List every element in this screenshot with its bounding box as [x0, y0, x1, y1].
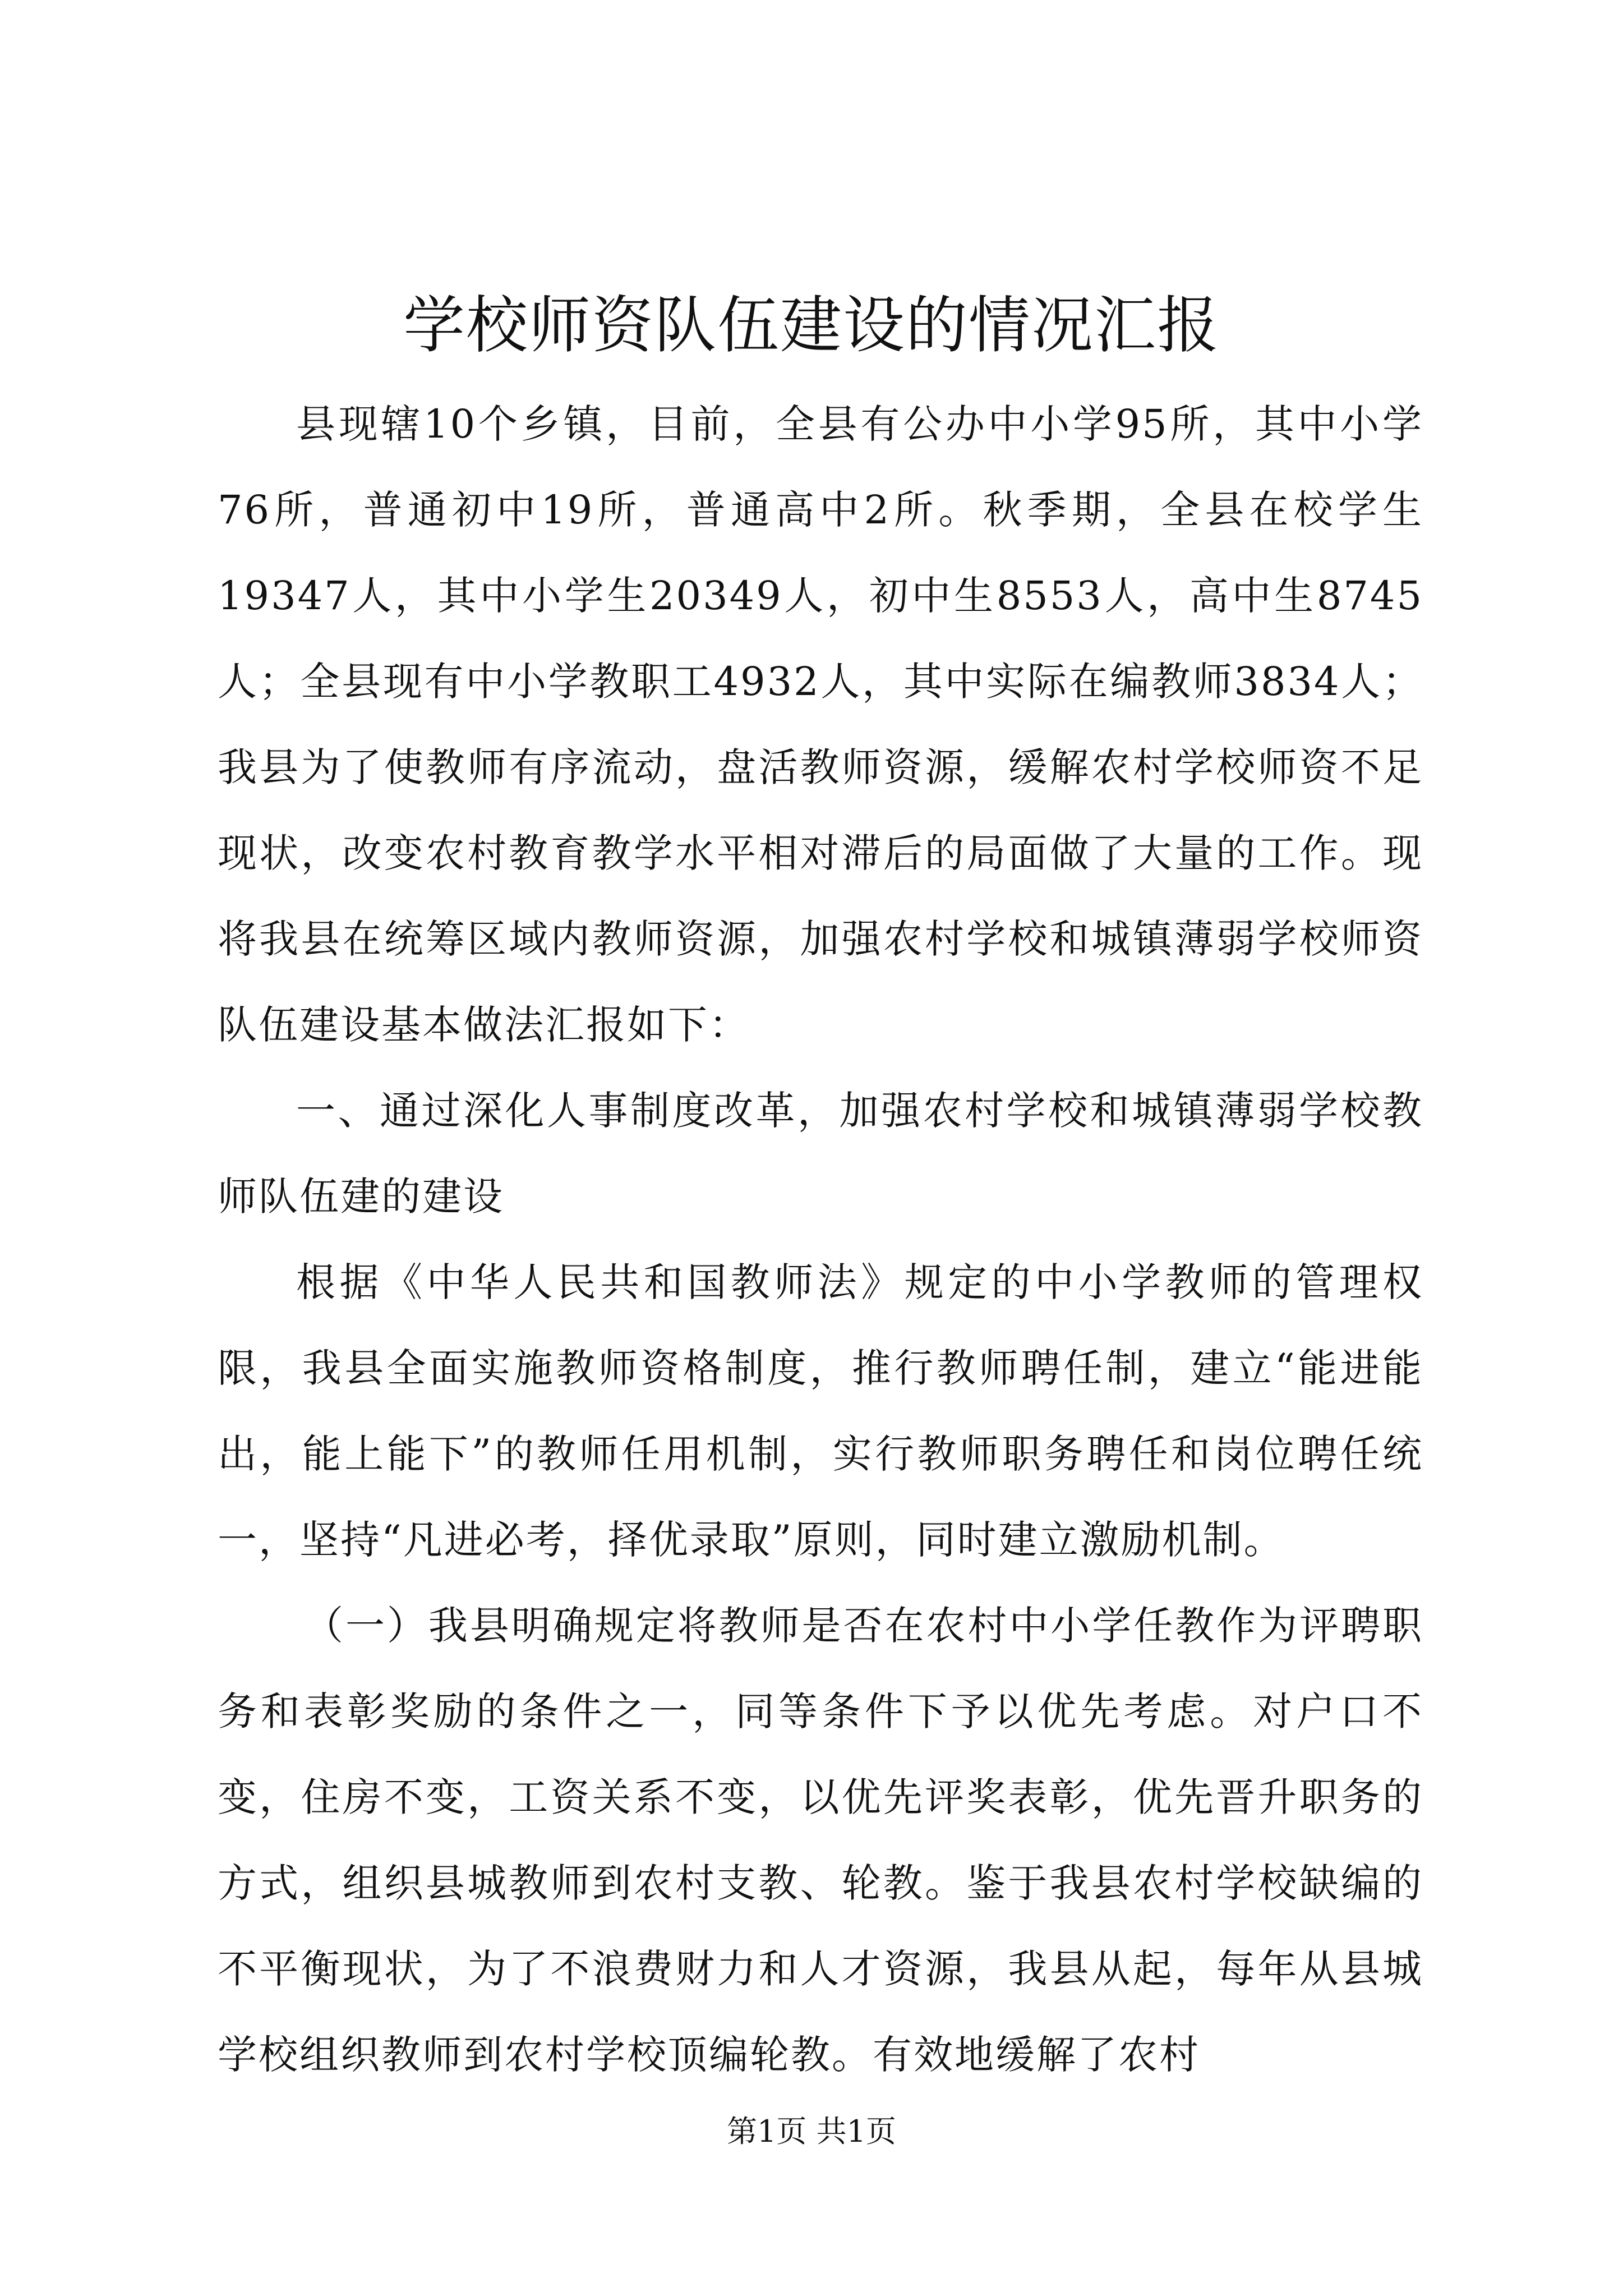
section-heading-1: 一、通过深化人事制度改革，加强农村学校和城镇薄弱学校教师队伍建的建设: [218, 1088, 1423, 1220]
paragraph-intro: 县现辖10个乡镇，目前，全县有公办中小学95所，其中小学76所，普通初中19所，普通高中2所。秋季期，全县在校学生19347人，其中小学生20349人，初中生8553人，高中生8745人；全县现有中小学教职工4932人，其中实际在编教师3834人；我县为了使教师有序流动，盘活教师资源，缓解农村学校师资不足现状，改变农村教育教学水平相对滞后的局面做了大量的工作。现将我县在统筹区域内教师资源，加强农村学校和城镇薄弱学校师资队伍建设基本做法汇报如下：: [218, 401, 1423, 1048]
page-number-footer: 第1页 共1页: [727, 2114, 896, 2149]
document-body: [218, 381, 1423, 2098]
paragraph-teacher-law: 根据《中华人民共和国教师法》规定的中小学教师的管理权限，我县全面实施教师资格制度，推行教师聘任制，建立“能进能出，能上能下”的教师任用机制，实行教师职务聘任和岗位聘任统一，坚持“凡进必考，择优录取”原则，同时建立激励机制。: [218, 1259, 1423, 1563]
document-title: 学校师资队伍建设的情况汇报: [403, 289, 1220, 361]
paragraph-subsection-1: （一）我县明确规定将教师是否在农村中小学任教作为评聘职务和表彰奖励的条件之一，同等条件下予以优先考虑。对户口不变，住房不变，工资关系不变，以优先评奖表彰，优先晋升职务的方式，组织县城教师到农村支教、轮教。鉴于我县农村学校缺编的不平衡现状，为了不浪费财力和人才资源，我县从起，每年从县城学校组织教师到农村学校顶编轮教。有效地缓解了农村: [218, 1603, 1423, 2078]
